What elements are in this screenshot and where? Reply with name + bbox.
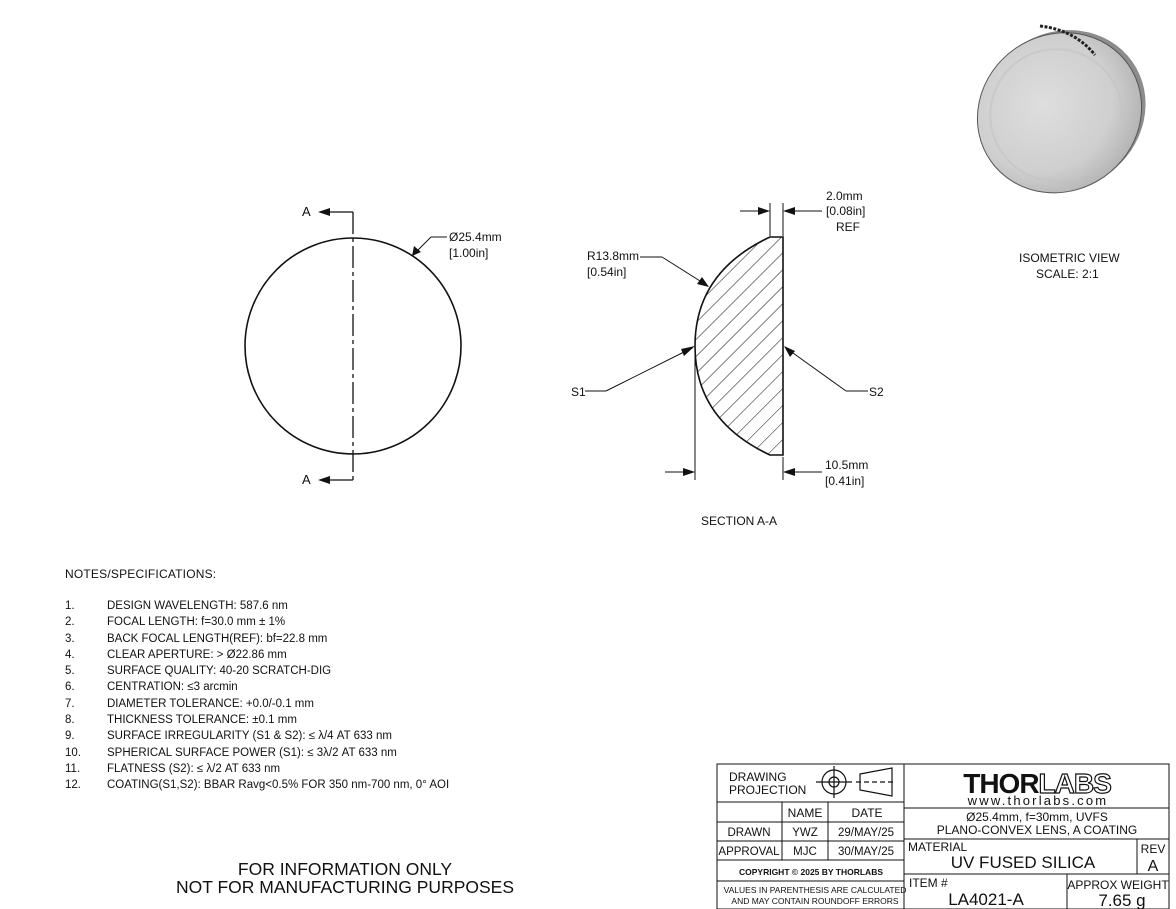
center-thickness-in: [0.41in]	[825, 474, 865, 488]
note-number: 1.	[65, 600, 75, 612]
note-number: 7.	[65, 697, 75, 710]
title-block	[716, 763, 1170, 909]
projection-symbol-icon	[816, 766, 896, 798]
lens-section-body	[695, 237, 783, 455]
description-line-2: PLANO-CONVEX LENS, A COATING	[936, 823, 1138, 837]
disclaimer	[150, 860, 540, 896]
date-header: DATE	[851, 806, 883, 820]
weight-value: 7.65 g	[1098, 891, 1146, 909]
s2-leader-arrow	[784, 346, 795, 357]
brand-logo-left: THOR	[963, 768, 1039, 799]
note-text: BACK FOCAL LENGTH(REF): bf=22.8 mm	[107, 632, 328, 645]
section-mark-top: A	[302, 204, 311, 219]
values-note-1: VALUES IN PARENTHESIS ARE CALCULATED	[723, 885, 907, 895]
edge-thickness-arrow-right	[783, 207, 795, 215]
weight-label: APPROX WEIGHT	[1067, 878, 1169, 892]
copyright: COPYRIGHT © 2025 BY THORLABS	[738, 867, 884, 877]
drawn-label: DRAWN	[727, 827, 771, 839]
isometric-caption-1: ISOMETRIC VIEW	[1019, 251, 1120, 265]
edge-thickness-ref: REF	[836, 220, 860, 234]
note-number: 12.	[65, 779, 81, 792]
note-text: FOCAL LENGTH: f=30.0 mm ± 1%	[107, 616, 286, 629]
note-number: 5.	[65, 665, 75, 678]
brand-website: www.thorlabs.com	[967, 793, 1109, 808]
item-label: ITEM #	[909, 876, 948, 890]
drawn-date: 29/MAY/25	[837, 827, 895, 839]
section-arrow-bottom	[318, 476, 330, 484]
s1-leader-arrow	[681, 346, 695, 356]
diameter-leader-arrow	[412, 246, 421, 256]
item-value: LA4021-A	[948, 890, 1024, 909]
note-text: CENTRATION: ≤3 arcmin	[107, 681, 238, 694]
material-label: MATERIAL	[908, 840, 968, 854]
center-thickness-arrow-right	[783, 468, 795, 476]
note-number: 9.	[65, 730, 75, 743]
note-text: CLEAR APERTURE: > Ø22.86 mm	[107, 648, 287, 661]
note-text: DIAMETER TOLERANCE: +0.0/-0.1 mm	[107, 697, 314, 710]
note-text: SURFACE QUALITY: 40-20 SCRATCH-DIG	[107, 665, 332, 678]
rev-label: REV	[1140, 842, 1166, 856]
note-number: 3.	[65, 632, 75, 645]
notes-title: NOTES/SPECIFICATIONS:	[65, 567, 217, 581]
values-note-2: AND MAY CONTAIN ROUNDOFF ERRORS	[731, 896, 899, 906]
rev-value: A	[1147, 858, 1159, 875]
isometric-caption-2: SCALE: 2:1	[1036, 267, 1099, 281]
note-number: 8.	[65, 714, 75, 727]
radius-in-label: [0.54in]	[587, 265, 627, 279]
radius-mm-label: R13.8mm	[587, 249, 640, 263]
projection-label-2: PROJECTION	[729, 783, 807, 797]
note-text: COATING(S1,S2): BBAR Ravg<0.5% FOR 350 nm-700 nm, 0° AOI	[107, 779, 450, 792]
edge-thickness-in: [0.08in]	[826, 204, 866, 218]
center-thickness-mm: 10.5mm	[825, 458, 869, 472]
approval-name: MJC	[793, 846, 817, 858]
disclaimer-line-1: FOR INFORMATION ONLY	[237, 859, 453, 879]
disclaimer-line-2: NOT FOR MANUFACTURING PURPOSES	[175, 877, 515, 897]
material-value: UV FUSED SILICA	[950, 853, 1096, 872]
section-caption: SECTION A-A	[701, 514, 778, 528]
note-text: FLATNESS (S2): ≤ λ/2 AT 633 nm	[107, 762, 281, 775]
note-number: 11.	[65, 762, 81, 775]
note-number: 10.	[65, 746, 81, 759]
note-text: DESIGN WAVELENGTH: 587.6 nm	[107, 600, 288, 612]
diameter-in-label: [1.00in]	[449, 246, 489, 260]
isometric-view	[960, 10, 1170, 290]
section-arrow-top	[318, 208, 330, 216]
diameter-mm-label: Ø25.4mm	[449, 230, 502, 244]
front-view	[0, 0, 540, 500]
note-text: THICKNESS TOLERANCE: ±0.1 mm	[107, 714, 297, 727]
drawn-name: YWZ	[792, 827, 818, 839]
approval-date: 30/MAY/25	[837, 846, 895, 858]
edge-thickness-mm: 2.0mm	[826, 189, 863, 203]
radius-leader-arrow	[697, 277, 709, 287]
approval-label: APPROVAL	[718, 846, 780, 858]
center-thickness-arrow-left	[683, 468, 695, 476]
note-number: 4.	[65, 648, 75, 661]
section-mark-bottom: A	[302, 472, 311, 487]
section-view	[540, 180, 900, 540]
edge-thickness-arrow-left	[758, 207, 770, 215]
note-text: SPHERICAL SURFACE POWER (S1): ≤ 3λ/2 AT 633 nm	[107, 746, 397, 759]
note-text: SURFACE IRREGULARITY (S1 & S2): ≤ λ/4 AT 633 nm	[107, 730, 392, 743]
lens-isometric-render	[960, 10, 1170, 225]
projection-label-1: DRAWING	[729, 770, 787, 784]
note-number: 6.	[65, 681, 75, 694]
description-line-1: Ø25.4mm, f=30mm, UVFS	[966, 810, 1108, 824]
surface-s2-label: S2	[869, 385, 884, 399]
surface-s1-label: S1	[571, 385, 586, 399]
name-header: NAME	[787, 806, 823, 820]
note-number: 2.	[65, 616, 75, 629]
brand-logo-right: LABS	[1038, 768, 1111, 799]
